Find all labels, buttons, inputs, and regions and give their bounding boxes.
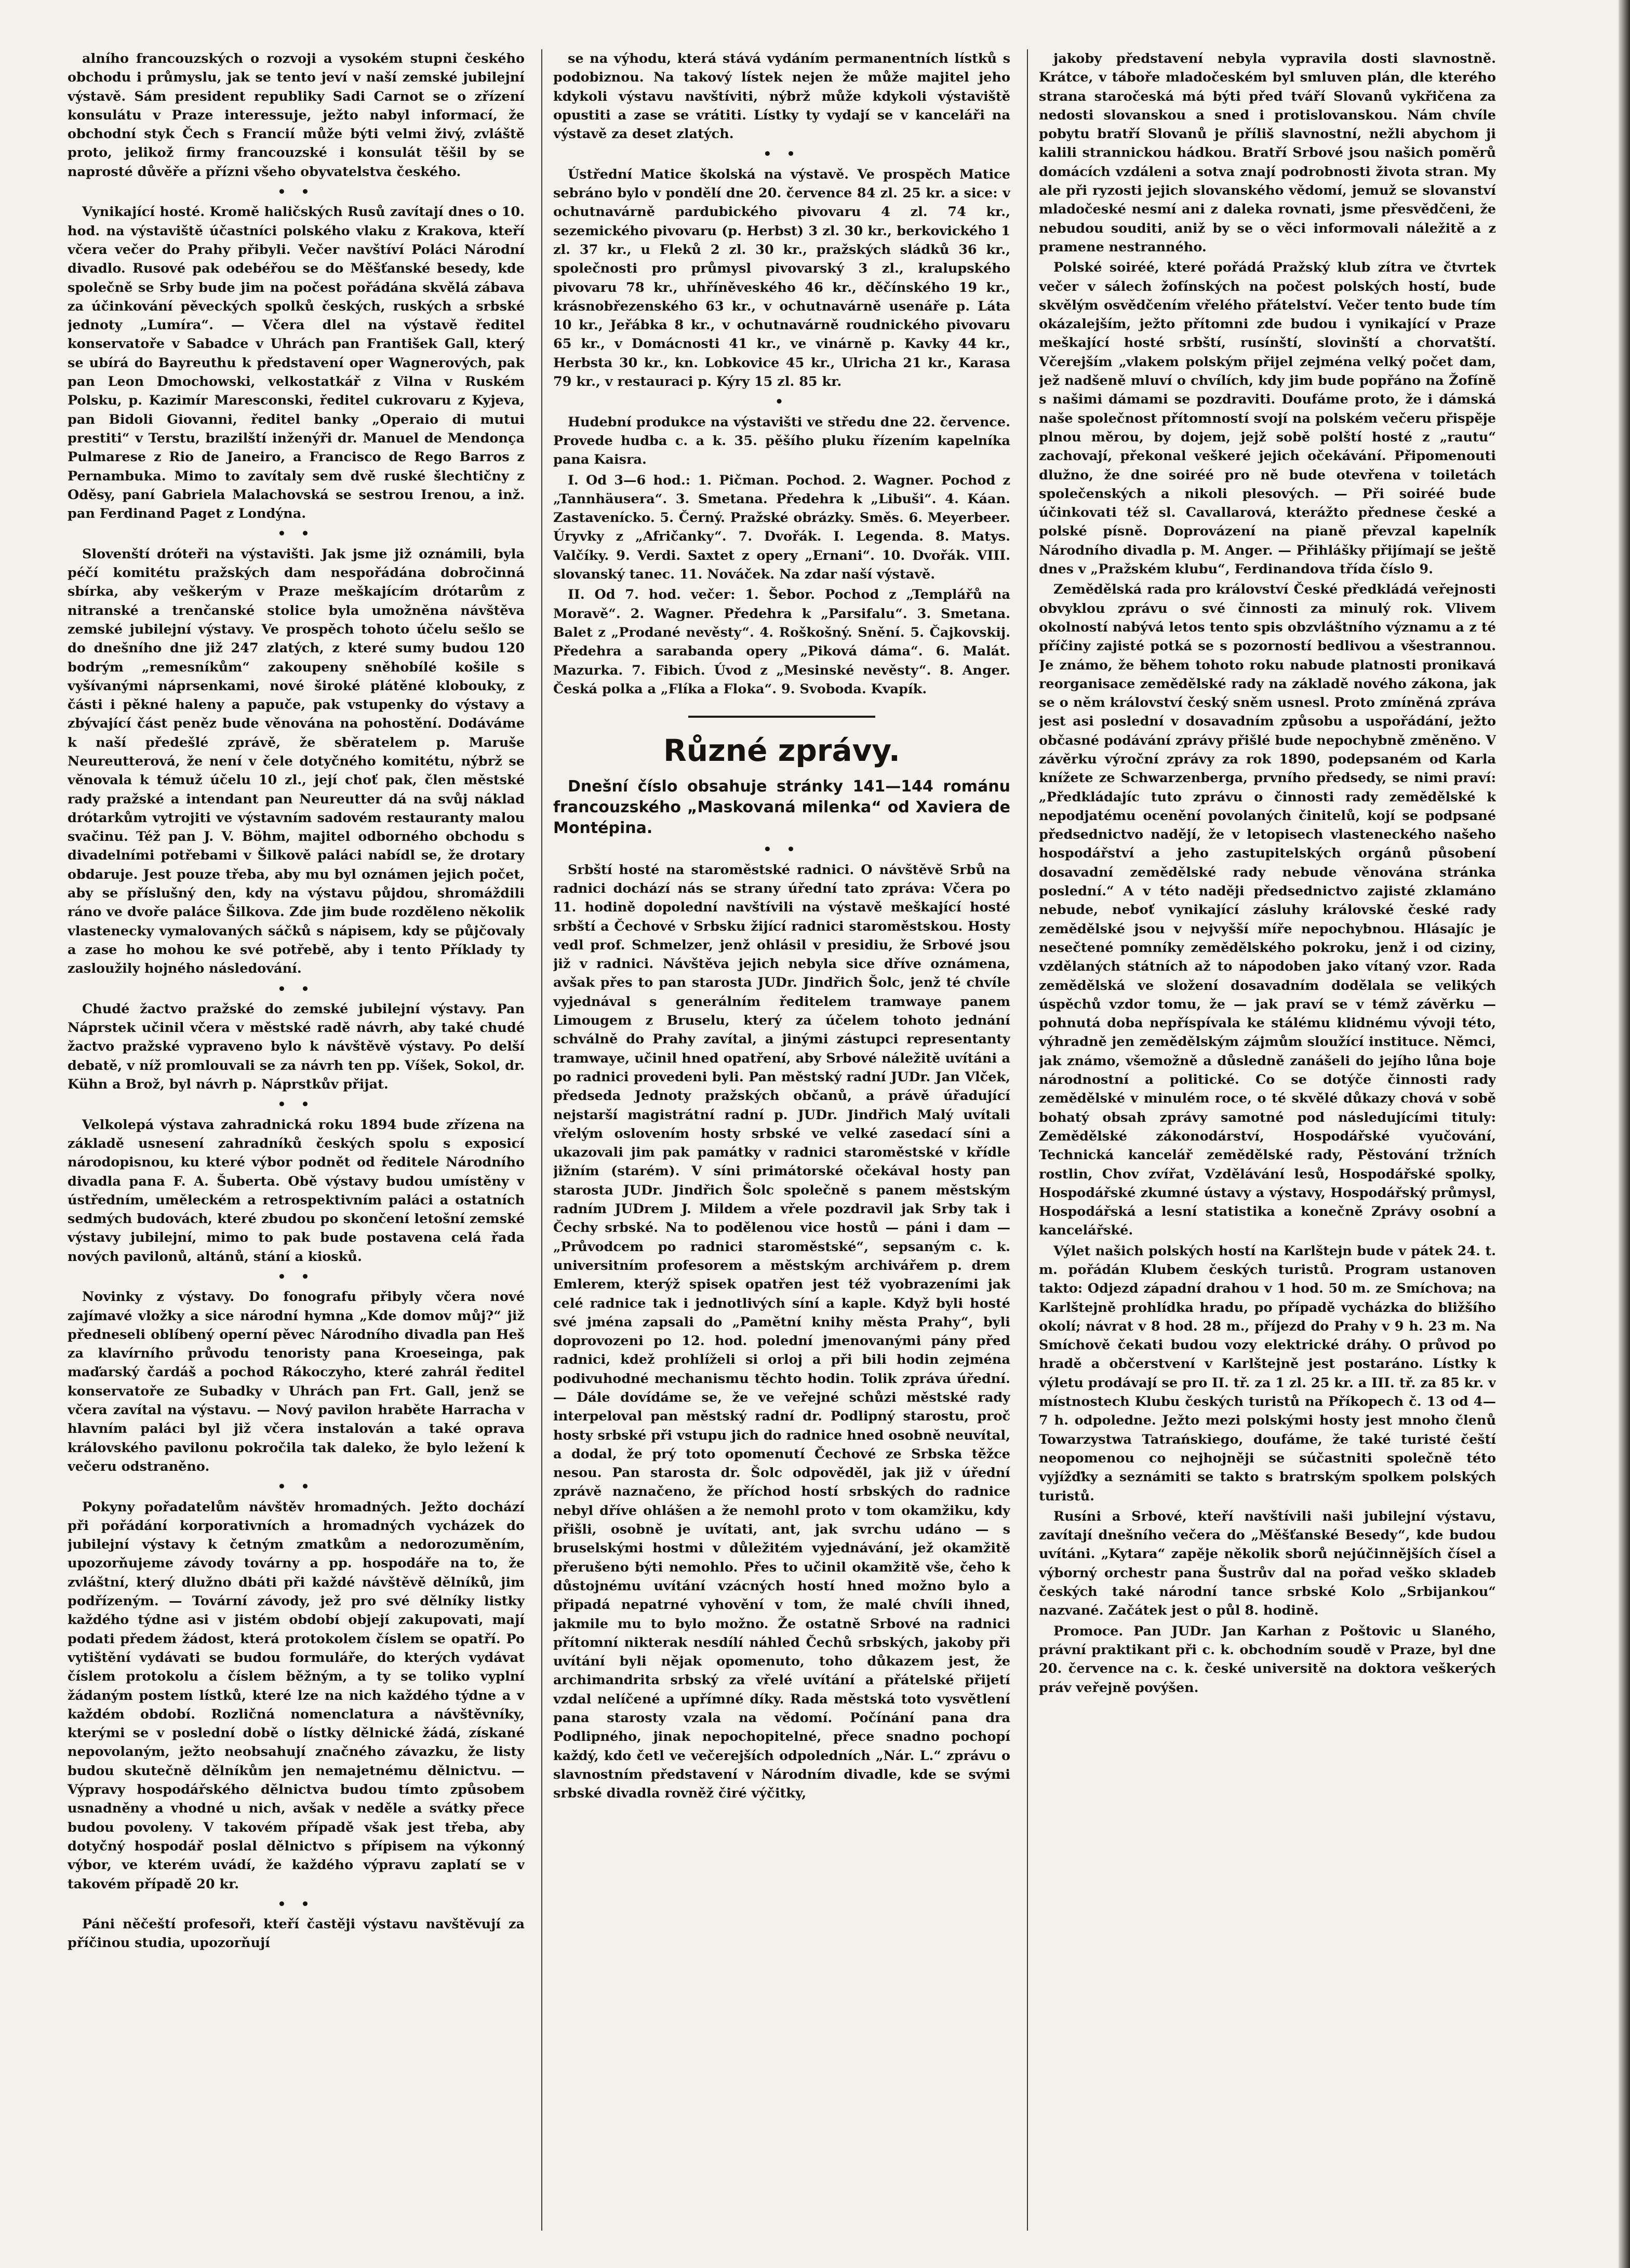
separator-line xyxy=(688,716,875,718)
section-divider-dots: • • xyxy=(277,1479,315,1495)
section-divider-dots: • • xyxy=(277,1269,315,1285)
news-paragraph: Srbští hosté na staroměstské radnici. O návštěvě Srbů na radnici dochází nás se strany úřední tato zpráva: Včera po 11. hodině dopolední navštívili na výstavě meškající hosté srbští a Čechové v Srbsku žijící radnici staroměstskou. Hosty vedl prof. Schmelzer, jenž ohlásil v presidiu, že Srbové jsou již v radnici. Návštěva jejich nebyla sice dříve oznámena, avšak přes to pan starosta JUDr. Jindřich Šolc, jenž té chvíle vyjednával s generálním ředitelem tramwaye panem Limougem z Bruselu, který za účelem tohoto jednání schválně do Prahy zavítal, a jinými zástupci representanty tramwaye, učinil hned opatření, aby Srbové náležitě uvítáni a po radnici provedeni byli. Pan městský radní JUDr. Jan Vlček, předseda Jednoty pražských občanů, a právě úřadující nejstarší magistrátní radní p. JUDr. Jindřich Malý uvítali vřelým oslovením hosty srbské ve velké zasedací síni a ukazovali jim pak památky v radnici staroměstské v křídle jižním (starém). V síni primátorské očekával hosty pan starosta JUDr. Jindřich Šolc společně s panem městským radním JUDrem J. Mildem a vřele pozdravil jak Srby tak i Čechy srbské. Na to podělenou vice hostů — páni i dam — „Průvodcem po radnici staroměstské“, sepsaným c. k. universitním profesorem a městským archivářem p. drem Emlerem, kterýž spisek opatřen jest též vyobrazeními jak celé radnice tak i jednotlivých síní a kaple. Když byli hosté své jména zapsali do „Pamětní knihy města Prahy“, byli doprovozeni po 12. hod. polední jmenovanými pány před radnici, kdež prohlíželi si orloj a při bili hodin zejména podivuhodné mechanismu těchto hodin. Tolik zpráva úřední. — Dále dovídáme se, že ve veřejné schůzi městské rady interpeloval pan městský radní dr. Podlipný starostu, proč hosty srbské při vstupu jich do radnice hned osobně neuvítal, a dodal, že prý toto opomenutí Čechové ze Srbska těžce nesou. Pan starosta dr. Šolc odpověděl, jak již v úřední zprávě naznačeno, že příchod hostí srbských do radnice nebyl dříve ohlášen a že nemohl proto v tom okamžiku, kdy přišli, osobně je uvítati, ant, jak svrchu udáno — s bruselskými hostmi v důležitém vyjednávání, jež okamžitě přerušeno býti nemohlo. Přes to učinil okamžitě vše, čeho k důstojnému uvítání vzácných hostí hned možno bylo a připadá nepatrné vyhovění v tom, že malé chvíli ihned, jakmile mu to bylo možno. Že ostatně Srbové na radnici přítomní nikterak nesdílí náhled Čechů srbských, jakoby při uvítání byli nějak opomenuto, toho důkazem jest, že archimandrita srbský za vřelé uvítání a přátelské přijetí vzdal nelíčené a upřímné díky. Rada městská toto vysvětlení pana starosty vzala na vědomí. Počínání pana dra Podlipného, jinak nepochopitelné, přece snadno pochopí každý, kdo četl ve večerejších odpoledních „Nár. L.“ zprávu o slavnostním představení v Národním divadle, kde se svými srbské divadla rovněž čiré výčitky, xyxy=(553,862,1010,1802)
column-middle xyxy=(553,49,1010,2231)
column-left xyxy=(68,49,525,2231)
news-paragraph: jakoby představení nebyla vypravila dosti slavnostně. Krátce, v táboře mladočeském byl smluven plán, dle kterého strana staročeská má býti před tváří Slovanů vykřičena za nedosti slovanskou a sned i protislovanskou. Nám chvíle pobytu bratří Slovanů je příliš slavnostní, nežli abychom ji kalili strannickou hádkou. Bratří Srbové jsou našich poměrů domácích vzdáleni a sotva znají podrobnosti života stran. My ale při ryzosti jejich slovanského vědomí, jemuž se slovanství mladočeské nesmí ani z daleka rovnati, jsme přesvědčeni, že nebudou souditi, aniž by se o věci informovali náležitě a z pramene nestranného. xyxy=(1039,51,1496,255)
column-right xyxy=(1039,49,1496,2231)
section-divider-dots: • • xyxy=(277,526,315,542)
news-paragraph: Rusíni a Srbové, kteří navštívili naši jubilejní výstavu, zavítají dnešního večera do „Měšťanské Besedy“, kde budou uvítáni. „Kytara“ zapěje několik sborů nejúčinnějších čísel a výborný orchestr pana Šustrův dal na pořad veško skladeb českých také národní tance srbské Kolo „Srbijankou“ nazvané. Začátek jest o půl 8. hodině. xyxy=(1039,1508,1496,1619)
news-paragraph: alního francouzských o rozvoji a vysokém stupni českého obchodu i průmyslu, jak se tento jeví v naší zemské jubilejní výstavě. Sám president republiky Sadi Carnot se o zřízení konsulátu v Praze interessuje, ježto nabyl informací, že obchodní styk Čech s Francií může býti velmi živý, zvláště proto, jelikož firmy francouzské i konsulát těšil by se naprosté důvěře a přízni všeho obyvatelstva českého. xyxy=(68,51,525,180)
news-paragraph: Velkolepá výstava zahradnická roku 1894 bude zřízena na základě usnesení zahradníků českých spolu s exposicí národopisnou, ku které výbor podnět od ředitele Národního divadla pana F. A. Šuberta. Obě výstavy budou umístěny v ústředním, uměleckém a retrospektivním paláci a ostatních sedmých budovách, které zbudou po skončení letošní zemské výstavy jubilejní, mimo to pak bude postavena celá řada nových pavilonů, altánů, stání a kiosků. xyxy=(68,1117,525,1265)
section-divider-dots: • xyxy=(774,394,789,410)
news-paragraph: Polské soiréé, které pořádá Pražský klub zítra ve čtvrtek večer v sálech žofínských na počest polských hostí, bude skvělým osvědčením vřelého přátelství. Večer tento bude tím okázalejším, ježto přítomni zde budou i vynikající v Praze meškající hosté srbští, rusínští, slovinští a chorvatští. Včerejším „vlakem polským přijel zejména velký počet dam, jež nadšeně mluví o chvílích, kdy jim bude popřáno na Žofíně s našimi dámami se pozdraviti. Doufáme proto, že i dámská naše společnost přítomností svojí na polském večeru přispěje plnou měrou, by dojem, jejž sobě polští hosté z „rautu“ zachovají, překonal veškeré jejich očekávání. Připomenouti dlužno, že dne soiréé pro ně bude otevřena v toiletách společenských a nikoli plesových. — Při soiréé bude účinkovati též sl. Cavallarová, kterážto přednese české a polské písně. Doprovázení na pianě převzal kapelník Národního divadla p. M. Anger. — Přihlášky přijímají se ještě dnes v „Pražském klubu“, Ferdinandova třída číslo 9. xyxy=(1039,260,1496,578)
page-edge-shadow xyxy=(1619,0,1630,2268)
column-rule-left xyxy=(541,49,542,2231)
news-paragraph: Chudé žactvo pražské do zemské jubilejní výstavy. Pan Náprstek učinil včera v městské radě návrh, aby také chudé žactvo pražské vypraveno bylo k návštěvě výstavy. Po delší debatě, v níž promlouvali se za návrh ten pp. Víšek, Sokol, dr. Kühn a Brož, byl návrh p. Náprstkův přijat. xyxy=(68,1001,525,1093)
news-paragraph: Promoce. Pan JUDr. Jan Karhan z Poštovic u Slaného, právní praktikant při c. k. obchodním soudě v Praze, byl dne 20. července na c. k. české universitě na doktora veškerých práv veřejně povýšen. xyxy=(1039,1623,1496,1696)
news-paragraph: Zemědělská rada pro království České předkládá veřejnosti obvyklou zprávu o své činnosti za minulý rok. Vlivem okolností nabývá letos tento spis obzvláštního významu a z té příčiny zajisté potká se s pozorností bedlivou a všestrannou. Je známo, že během tohoto roku nabude platnosti pronikavá reorganisace zemědělské rady na základě nového zákona, jak se o něm království český sněm usnesl. Proto zmíněná zpráva jest asi poslední v dosavadním způsobu a uspořádání, ježto občasné podávání zprávy přišlé bude nepochybně změněno. V závěrku výroční zprávy za rok 1890, podepsaném od Karla knížete ze Schwarzenberga, prvního předsedy, se nimi praví: „Předkládajíc tuto zprávu o činnosti rady zemědělské k nepodjatému ocenění povolaných činitelů, kojí se podpsané předsednictvo nadějí, že v letopisech vlasteneckého našeho hospodářství a jeho zastupitelských orgánů působení dosavadní zemědělské rady nebude věnována stránka poslední.“ A v této naději předsednictvo zajisté zklamáno nebude, neboť vynikající zásluhy královské české rady zemědělské jsou v nejvyšší míře nepochybnou. Hlásajíc je nesečtené pomníky zemědělského pokroku, jenž i od ciziny, vzdělaných státních až to nápodoben jako vítaný vzor. Rada zemědělská ve složení dosavadním dodělala se velikých úspěchů vzdor tomu, že — jak praví se v témž závěrku — pohnutá doba nepříspívala ke stálému klidnému vývoji této, výhradně jen zemědělským zájmům sloužící instituce. Němci, jak známo, všemožně a důsledně zanášeli do jejího lůna boje národnostní a politické. Co se dotýče činnosti rady zemědělské v minulém roce, o té skvělé důkazy chová v sobě bohatý obsah zprávy samotné pod následujícími tituly: Zemědělské zákonodárství, Hospodářské vyučování, Technická kancelář zemědělské rady, Pěstování tržních rostlin, Chov zvířat, Vzdělávání lesů, Hospodářské spolky, Hospodářské zkumné ústavy a výstavy, Hospodářský průmysl, Hospodářská a lesní statistika a konečně Zprávy osobní a kancelářské. xyxy=(1039,582,1496,1239)
news-paragraph: Slovenští dróteři na výstavišti. Jak jsme již oznámili, byla péčí komitétu pražských dam nespořádána dobročinná sbírka, aby veškerým v Praze meškajícím drótarům z nitranské a trenčanské stolice byla umožněna návštěva zemské jubilejní výstavy. Ve prospěch tohoto účelu sešlo se do dnešního dne již 247 zlatých, z které sumy budou 120 bodrým „remesníkům“ zakoupeny sněhobílé košile s vyšívanými náprsenkami, nové široké plátěné klobouky, z části i pěkné haleny a papuče, pak vstupenky do výstavy a zbývající část peněz bude věnována na pohostění. Dodáváme k naší předešlé zprávě, že sběratelem p. Maruše Neureutterová, že není v čele dotyčného komitétu, nýbrž se věnovala k témuž účelu 10 zl., její choť pak, člen městské rady pražské a intendant pan Neureutter dá na svůj náklad drótarkům vytrojiti ve výstavním sadovém restauranty malou svačinu. Též pan J. V. Böhm, majitel odborného obchodu s divadelními potřebami v Šilkově paláci nabídl se, že drotary obdaruje. Jest pouze třeba, aby mu byl oznámen jejich počet, aby se příslušný den, kdy na výstavu půjdou, shromáždili ráno ve dvoře paláce Šilkova. Zde jim bude rozděleno několik vlastenecky vymalovaných sáčků s nápisem, kdy se půjčovaly a zase ho mohou ke své potřebě, aby i tento Příklady ty zasloužily hojného následování. xyxy=(68,546,525,977)
section-divider-dots: • • xyxy=(277,1896,315,1912)
newspaper-sheet xyxy=(68,49,1553,2231)
section-divider-dots: • • xyxy=(277,184,315,200)
section-heading: Různé zprávy. xyxy=(663,733,900,769)
news-paragraph: Novinky z výstavy. Do fonografu přibyly včera nové zajímavé vložky a sice národní hymna „Kde domov můj?“ již předneseli oblíbený operní pěvec Národního divadla pan Heš za klavírního průvodu tenoristy pana Kroeseinga, pak maďarský čardáš a pochod Rákoczyho, které zahrál ředitel konservatoře ze Subadky v Uhrách pan Frt. Gall, jenž se včera zavítal na výstavu. — Nový pavilon hraběte Harracha v hlavním paláci byl již včera instalován a také oprava královského pavilonu pokročila tak daleko, že bylo ležení k večeru odstraněno. xyxy=(68,1289,525,1474)
news-paragraph: Výlet našich polských hostí na Karlštejn bude v pátek 24. t. m. pořádán Klubem českých turistů. Program ustanoven takto: Odjezd západní drahou v 1 hod. 50 m. ze Smíchova; na Karlštejně prohlídka hradu, po případě vycházka do bližšího okolí; návrat v 8 hod. 28 m., příjezd do Prahy v 9 h. 23 m. Na Smíchově čekati budou vozy elektrické dráhy. O průvod po hradě a občerstvení v Karlštejně jest postaráno. Lístky k výletu prodávají se pro II. tř. za 1 zl. 25 kr. a III. tř. za 85 kr. v místnostech Klubu českých turistů na Příkopech č. 13 od 4—7 h. odpoledne. Ježto mezi polskými hosty jest mnoho členů Towarzystwa Tatrańskiego, doufáme, že také turisté čeští neopomenou co nejhojněji se súčastniti společně této vyjížďky a seznámiti se takto s bratrským spolkem polských turistů. xyxy=(1039,1243,1496,1504)
section-divider-dots: • • xyxy=(277,981,315,997)
news-paragraph: Vynikající hosté. Kromě haličských Rusů zavítají dnes o 10. hod. na výstaviště účastníci polského vlaku z Krakova, kteří včera večer do Prahy přibyli. Večer navštíví Poláci Národní divadlo. Rusové pak odebéřou se do Měšťanské besedy, kde společně se Srby bude jim na počest pořádána skvělá zábava za účinkování pěveckých spolků českých, ruských a srbské jednoty „Lumíra“. — Včera dlel na výstavě ředitel konservatoře v Sabadce v Uhrách pan František Gall, který se ubírá do Bayreuthu k představení oper Wagnerových, pak pan Leon Dmochowski, velkostatkář z Vilna v Ruském Polsku, p. Kazimír Maresconski, ředitel cukrovaru z Kyjeva, pan Bidoli Giovanni, ředitel banky „Operaio di mutui prestiti“ v Terstu, brazilští inženýři dr. Manuel de Mendonça Pulmarese z Rio de Janeiro, a Francisco de Rego Barros z Pernambuka. Mimo to zavítaly sem dvě ruské šlechtičny z Oděsy, paní Gabriela Malachovská se sestrou Irenou, a inž. pan Ferdinand Paget z Londýna. xyxy=(68,204,525,522)
section-separator xyxy=(553,707,1010,726)
news-paragraph: I. Od 3—6 hod.: 1. Pičman. Pochod. 2. Wagner. Pochod z „Tannhäusera“. 3. Smetana. Předehra k „Libuši“. 4. Káan. Zastavenícko. 5. Černý. Pražské obrázky. Směs. 6. Meyerbeer. Úryvky z „Afričanky“. 7. Dvořák. I. Legenda. 8. Matys. Valčíky. 9. Verdi. Saxtet z opery „Ernani“. 10. Dvořák. VIII. slovanský tanec. 11. Nováček. Na zdar naší výstavě. xyxy=(553,472,1010,583)
news-paragraph: Páni něčeští profesoři, kteří častěji výstavu navštěvují za příčinou studia, upozorňují xyxy=(68,1916,525,1951)
news-paragraph: Pokyny pořadatelům návštěv hromadných. Ježto dochází při pořádání korporativních a hromadných vycházek do jubilejní výstavy k četným zmatkům a nedorozuměním, upozorňujeme závody továrny a pp. hospodáře na to, že zvláštní, který dlužno dbáti při každé návštěvě dělníků, jim podřízeným. — Tovární závody, jež pro své dělníky listky každého týdne asi v jistém období objejí zakupovati, mají podati předem žádost, která protokolem číslem se opatří. Po vytištění vydávati se budou formuláře, do kterých vydávat číslem protokolu a číslem běžným, a ty se toliko vyplní žádaným postem lístků, které lze na nich každého týdne a v každém období. Rozličná nomenclatura a návštěvníky, kterými se v poslední době o lístky dělnické žádá, získané nepovolaným, ježto neobsahují značného závazku, že listy budou skutečně dělníkům jen nemajetnému dělnictvu. — Výpravy hospodářského dělnictva budou tímto způsobem usnadněny a vhodné u nich, avšak v neděle a svátky přece budou povoleny. V takovém případě však jest třeba, aby dotyčný hospodář poslal dělnictvo s přípisem na výkonný výbor, ve kterém uvádí, že každého výpravu zaplatí se v takovém případě 20 kr. xyxy=(68,1499,525,1892)
section-divider-dots: • • xyxy=(763,842,800,858)
news-paragraph: Ústřední Matice školská na výstavě. Ve prospěch Matice sebráno bylo v pondělí dne 20. července 84 zl. 25 kr. a sice: v ochutnavárně pardubického pivovaru 4 zl. 74 kr., sezemického pivovaru (p. Herbst) 3 zl. 30 kr., berkovického 1 zl. 37 kr., u Fleků 2 zl. 30 kr., pražských sládků 36 kr., společnosti pro průmysl pivovarský 3 zl., kralupského pivovaru 78 kr., uhříněveského 46 kr., děčínského 19 kr., krásnobřezenského 63 kr., v ochutnavárně usenáře p. Láta 10 kr., Jeřábka 8 kr., v ochutnavárně roudnického pivovaru 65 kr., v Domácnosti 41 kr., ve vinárně p. Kavky 44 kr., Herbsta 30 kr., kn. Lobkovice 45 kr., Ulricha 21 kr., Karasa 79 kr., v restauraci p. Kýry 15 zl. 85 kr. xyxy=(553,166,1010,390)
section-divider-dots: • • xyxy=(763,146,800,163)
section-divider-dots: • • xyxy=(277,1097,315,1113)
section-intro: Dnešní číslo obsahuje stránky 141—144 románu francouzského „Maskovaná milenka“ od Xaviera de Montépina. xyxy=(553,777,1010,838)
news-paragraph: se na výhodu, která stává vydáním permanentních lístků s podobiznou. Na takový lístek nejen že může majitel jeho kdykoli výstavu navštíviti, nýbrž může kdykoli výstaviště opustiti a zase se vrátiti. Lístky ty vydají se v kanceláři na výstavě za deset zlatých. xyxy=(553,51,1010,142)
column-rule-right xyxy=(1027,49,1028,2231)
news-paragraph: II. Od 7. hod. večer: 1. Šebor. Pochod z „Templářů na Moravě“. 2. Wagner. Předehra k „Parsifalu“. 3. Smetana. Balet z „Prodané nevěsty“. 4. Roškošný. Snění. 5. Čajkovskij. Předehra a sarabanda opery „Piková dáma“. 6. Malát. Mazurka. 7. Fibich. Úvod z „Mesinské nevěsty“. 8. Anger. Česká polka a „Flíka a Floka“. 9. Svoboda. Kvapík. xyxy=(553,587,1010,697)
news-paragraph: Hudební produkce na výstavišti ve středu dne 22. července. Provede hudba c. a k. 35. pěšího pluku řízením kapelníka pana Kaisra. xyxy=(553,414,1010,468)
